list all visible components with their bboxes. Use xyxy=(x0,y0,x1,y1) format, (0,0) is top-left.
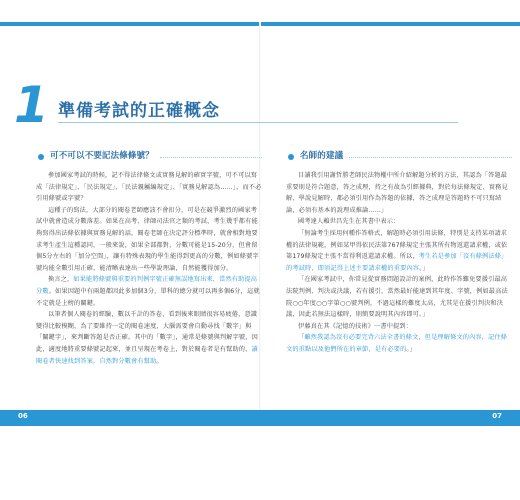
section-title-left: 可不可以不要記法條條號？ xyxy=(50,151,154,162)
paragraph: 伊藤真在其《記憶的技術》一書中提到： xyxy=(298,322,413,330)
section-title-right: 名師的建議 xyxy=(300,151,344,162)
section-header-right xyxy=(286,150,512,164)
paragraph: 「雖然我認為沒有必要完背六法全書的條文，但是理解條文的內容，記住條文的重點以及他們所在的章節，是有必要的。」 xyxy=(286,334,508,353)
paragraph: 以筆者個人閱卷的經驗，數以千計的答卷，看到後來眼睛很容易疲倦、意識變得比較模糊，為了要維持一定的閱卷速度，大腦需要會自動尋找「數字」與「關鍵字」，來判斷答題是否正確。其中的「數字」，通常是條號與判解字號，因此，適度地將重要條號記起來，並且呈現在考卷上，對於閱卷者是有幫助的，讀閱卷者快速找到答案，自然對分數會有幫助。 xyxy=(36,311,258,365)
left-body xyxy=(36,170,262,367)
highlighted-text: 讀閱卷者快速找到答案，自然對分數會有幫助 xyxy=(36,345,258,365)
section-rule xyxy=(160,157,262,158)
paragraph: 換言之，如果能將條號與重要的判例字號正確無誤地寫出來，當然有助提高分數。如果因題中有兩題都因此多加個3分，單科的總分就可以再多個6分，這就不定就是上榜的關鍵。 xyxy=(36,276,260,307)
title-divider xyxy=(58,122,458,123)
highlighted-text: 如果能將條號與重要的判例字號正確無誤地寫出來，當然有助提高分數 xyxy=(36,276,258,295)
paragraph: 這種子的寫法，大部分的閱卷老師應該不會扣分，可是在競爭激烈的國家考試中就會造成分數落差。如果在高考、律師司法官之類的考試，考生幾乎都有能夠寫得出法條依據與實務見解的話，閱卷老師在決定評分標準時，就會相對地要求考生產生這種認同，一般來說，如果全部都對，分數可能是15-20分，但會留個5分左右的「加分空間」，讓有特殊表現的學生能得到更高的分數，例如條號字號均能全數引用正確，能清晰表達出一些學說理論，自然能獲得加分。 xyxy=(36,206,259,272)
right-column xyxy=(286,150,512,356)
right-body xyxy=(286,170,512,356)
paragraph: 「在國家考試中，你常見從實務問題設計的案例，此時作答難免要援引最高法院判例、判決或決議，若有援引，當然最好能達到其年度、字號，例如最高法院○○年度○○字第○○號判例，不過這樣的難度太高，尤其是在援引判決和決議，因此若無法這樣時，則簡要說明其內容即可。」 xyxy=(286,276,508,319)
section-header-left xyxy=(36,150,262,164)
footer-bar xyxy=(0,410,520,426)
paragraph: 「無論考生採用何種作答格式，解題時必須引用法條，特別是支持某項請求權的法律規範，例如某甲得依民法第767條規定主張其所有物返還請求權，或依第179條規定主張不當得利返還請求權。所以，考生若是參加「沒有條例法條」的考試時，即須記得上述主要請求權的重要內容。」 xyxy=(286,229,508,272)
paragraph: 國考達人賴世昌先生在其書中表示： xyxy=(298,218,400,226)
paragraph: 參加國家考試的時候，記不得法律條文或實務見解的確實字號，可不可以寫成「法律規定」、「民法規定」、「民法親屬編規定」、「實務見解認為……」，而不必引用條號或字號？ xyxy=(36,172,262,203)
bullet-dot-icon xyxy=(38,154,44,160)
chapter-number: 1 xyxy=(14,76,49,134)
page-number-left: 06 xyxy=(18,412,28,420)
section-rule xyxy=(349,157,512,158)
chapter-title: 準備考試的正確概念 xyxy=(58,101,220,121)
bullet-dot-icon xyxy=(288,154,294,160)
highlighted-text: 雖然我認為沒有必要完背六法全書的條文，但是理解條文的內容，記住條文的重點以及他們所在的章節，是有必要的 xyxy=(286,334,508,353)
paragraph: 目讀我引用謝哲勝老師民法物權中所介紹解題分析的方法，其認為「答題最重要則是符合題意，答之成理，持之有故為引經據典，對於每法條規定、實務見解、學說見解時，都必須引用作為答題的依據，答之成理是答題時不可只寫結論，必須有基本的說理成推論……」 xyxy=(286,172,508,214)
left-column xyxy=(36,150,262,367)
highlighted-text: 考生若是參加「沒有條例法條」的考試時，即須記得上述主要請求權的重要內容 xyxy=(286,253,508,272)
page-number-right: 07 xyxy=(492,412,502,420)
